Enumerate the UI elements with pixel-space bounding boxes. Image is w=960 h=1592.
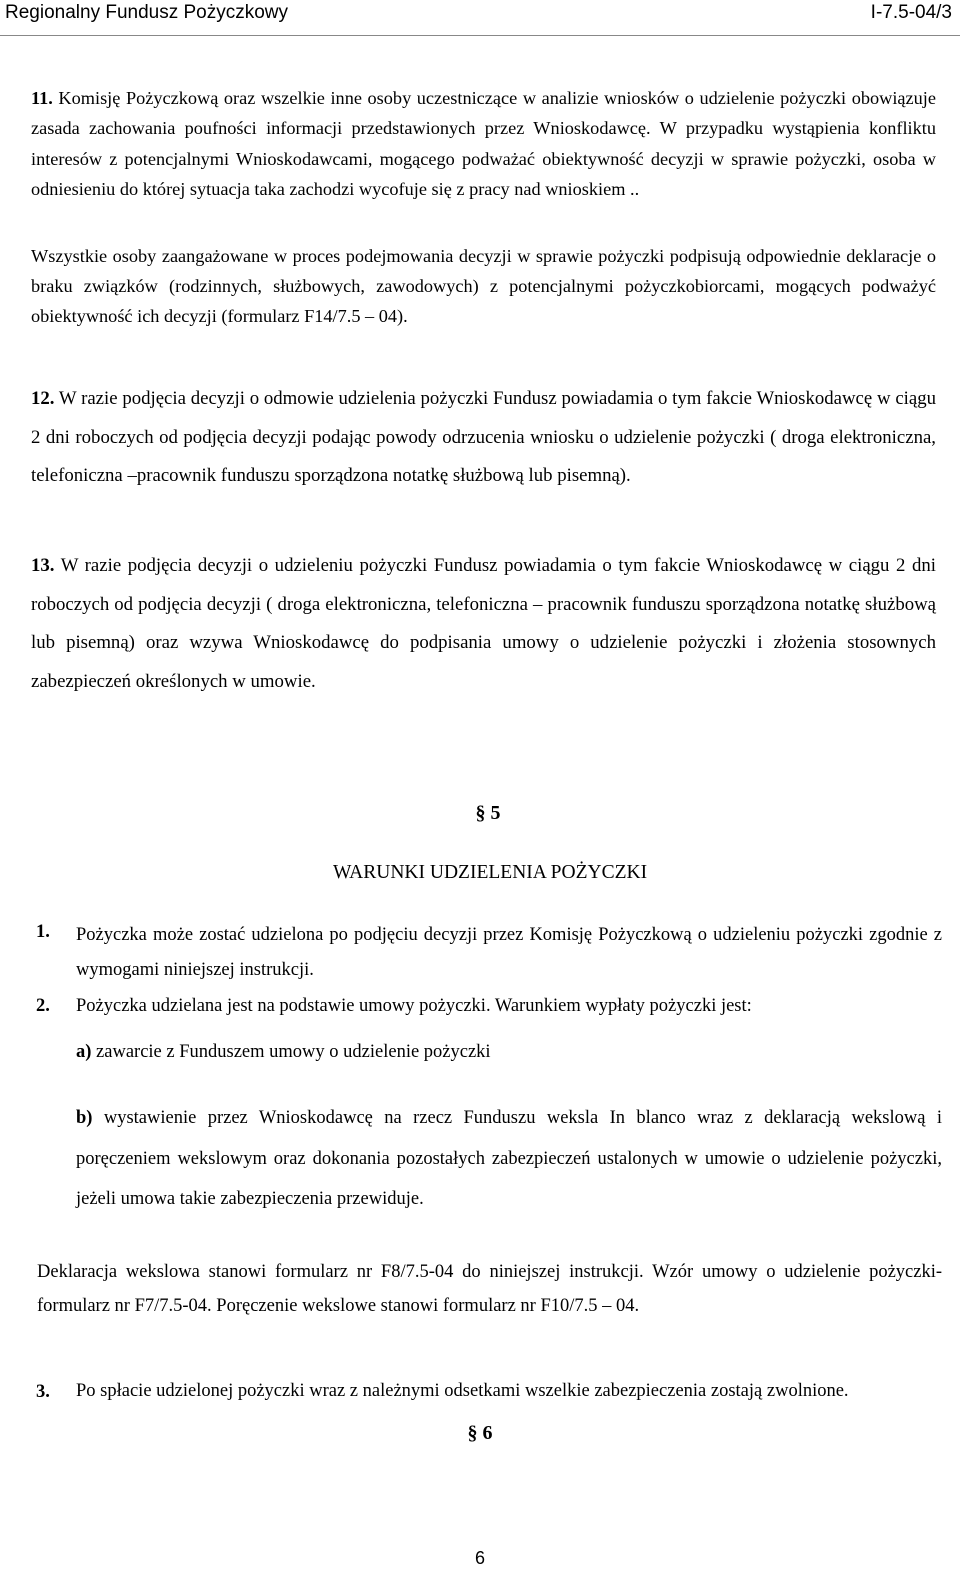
sub-item-a: [76, 1035, 942, 1070]
sub-item-text: zawarcie z Funduszem umowy o udzielenie pożyczki: [91, 1042, 491, 1062]
list-item-text: Pożyczka może zostać udzielona po podjęciu decyzji przez Komisję Pożyczkową o udzieleniu pożyczki zgodnie z wymogami niniejszej instrukcji.: [76, 925, 942, 980]
paragraph-number: 12.: [31, 388, 55, 409]
paragraph-text: W razie podjęcia decyzji o odmowie udzielenia pożyczki Fundusz powiadamia o tym fakcie Wnioskodawcę w ciągu 2 dni roboczych od podjęcia decyzji podając powody odrzucenia wniosku o udzielenie pożyczki ( droga elektroniczna, telefoniczna –pracownik funduszu sporządzona notatkę służbową lub pisemną).: [31, 388, 936, 486]
declaration-paragraph: Deklaracja wekslowa stanowi formularz nr F8/7.5-04 do niniejszej instrukcji. Wzór umowy o udzielenie pożyczki- formularz nr F7/7.5-04. Poręczenie wekslowe stanowi formularz nr F10/7.5 – 04.: [37, 1261, 942, 1316]
paragraph-12: [31, 380, 936, 496]
paragraph-13: [31, 547, 936, 701]
list-item-number: 1.: [36, 922, 50, 942]
list-item-text: Po spłacie udzielonej pożyczki wraz z należnymi odsetkami wszelkie zabezpieczenia zostają zwolnione.: [76, 1381, 849, 1401]
header-divider: [0, 35, 960, 36]
sub-item-label: b): [76, 1108, 93, 1128]
paragraph-number: 11.: [31, 88, 53, 108]
paragraph-11: [31, 83, 936, 204]
sub-item-label: a): [76, 1042, 92, 1062]
paragraph-text: W razie podjęcia decyzji o udzieleniu pożyczki Fundusz powiadamia o tym fakcie Wnioskodawcę w ciągu 2 dni roboczych od podjęcia decyzji ( droga elektroniczna, telefoniczna – pracownik funduszu sporządzona notatkę służbową lub pisemną) oraz wzywa Wnioskodawcę do podpisania umowy o udzielenie pożyczki i złożenia stosownych zabezpieczeń określonych w umowie.: [31, 555, 936, 692]
section-5-symbol: § 5: [475, 802, 501, 824]
paragraph-text: Komisję Pożyczkową oraz wszelkie inne osoby uczestniczące w analizie wniosków o udzielenie pożyczki obowiązuje zasada zachowania poufności informacji przedstawionych przez Wnioskodawcę. W przypadku wystąpienia konfliktu interesów z potencjalnymi Wnioskodawcami, mogącego podważać obiektywność decyzji w sprawie pożyczki, osoba w odniesieniu do której sytuacja taka zachodzi wycofuje się z pracy nad wnioskiem ..: [31, 88, 936, 199]
section-6-symbol: § 6: [467, 1422, 493, 1444]
header-title: Regionalny Fundusz Pożyczkowy: [5, 2, 289, 23]
list-item-text: Pożyczka udzielana jest na podstawie umowy pożyczki. Warunkiem wypłaty pożyczki jest:: [76, 996, 752, 1016]
section-5-title: WARUNKI UDZIELENIA POŻYCZKI: [332, 862, 648, 883]
paragraph-number: 13.: [31, 555, 55, 576]
paragraph-11-continued: Wszystkie osoby zaangażowane w proces podejmowania decyzji w sprawie pożyczki podpisują odpowiednie deklaracje o braku związków (rodzinnych, służbowych, zawodowych) z potencjalnymi pożyczkobiorcami, mogących podważyć obiektywność ich decyzji (formularz F14/7.5 – 04).: [31, 246, 936, 326]
sub-item-b: [76, 1098, 942, 1220]
sub-item-text: wystawienie przez Wnioskodawcę na rzecz Funduszu weksla In blanco wraz z deklaracją wekslową i poręczeniem wekslowym oraz dokonania pozostałych zabezpieczeń ustalonych w umowie o udzielenie pożyczki, jeżeli umowa takie zabezpieczenia przewiduje.: [76, 1108, 942, 1209]
page-number: 6: [474, 1548, 485, 1568]
document-code: I-7.5-04/3: [870, 2, 952, 23]
list-item-number: 2.: [36, 996, 50, 1016]
list-item-number: 3.: [36, 1382, 50, 1402]
